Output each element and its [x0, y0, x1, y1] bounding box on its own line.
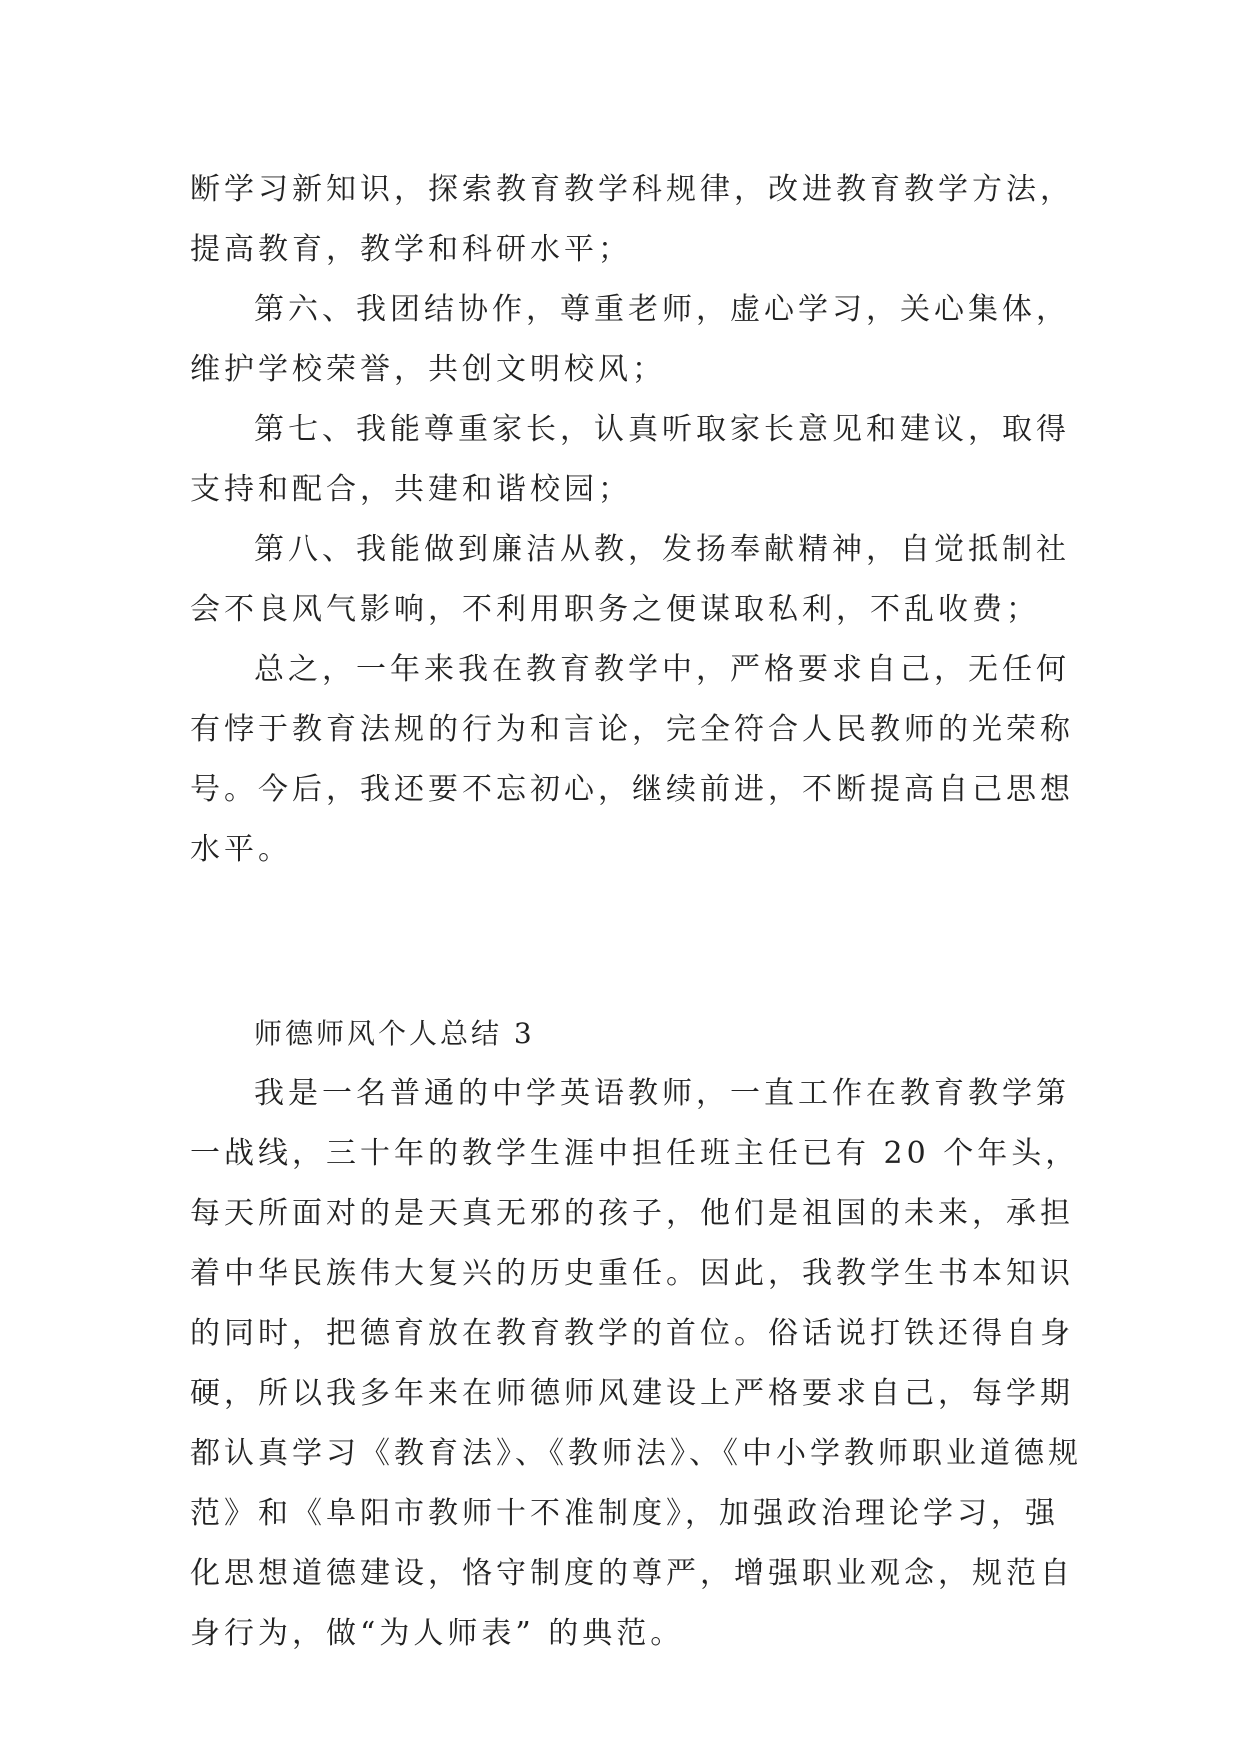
paragraph-line: 维护学校荣誉，共创文明校风； [190, 352, 666, 387]
paragraph-line: 支持和配合，共建和谐校园； [190, 472, 632, 507]
section-heading: 师德师风个人总结 3 [254, 1017, 535, 1050]
paragraph-line: 会不良风气影响，不利用职务之便谋取私利，不乱收费； [190, 592, 1040, 627]
paragraph-line: 都认真学习《教育法》、《教师法》、《中小学教师职业道德规 [190, 1436, 1082, 1471]
document-body [190, 160, 1082, 1664]
paragraph-line: 的同时，把德育放在教育教学的首位。俗话说打铁还得自身 [190, 1316, 1074, 1351]
paragraph-line: 提高教育，教学和科研水平； [190, 232, 632, 267]
paragraph-line: 一战线，三十年的教学生涯中担任班主任已有 20 个年头， [190, 1136, 1080, 1171]
paragraph-line: 第六、我团结协作，尊重老师，虚心学习，关心集体， [254, 292, 1070, 327]
paragraph-line: 身行为，做“为人师表” 的典范。 [190, 1616, 685, 1651]
paragraph-line: 总之，一年来我在教育教学中，严格要求自己，无任何 [254, 652, 1070, 687]
paragraph-line: 第七、我能尊重家长，认真听取家长意见和建议，取得 [254, 412, 1070, 447]
paragraph-line: 硬，所以我多年来在师德师风建设上严格要求自己，每学期 [190, 1376, 1074, 1411]
paragraph-line: 断学习新知识，探索教育教学科规律，改进教育教学方法， [190, 172, 1074, 207]
paragraph-line: 水平。 [190, 832, 292, 867]
paragraph-line: 着中华民族伟大复兴的历史重任。因此，我教学生书本知识 [190, 1256, 1074, 1291]
paragraph-line: 范》和《阜阳市教师十不准制度》，加强政治理论学习，强 [190, 1496, 1059, 1531]
paragraph-line: 化思想道德建设，恪守制度的尊严，增强职业观念，规范自 [190, 1556, 1074, 1591]
paragraph-line: 我是一名普通的中学英语教师，一直工作在教育教学第 [254, 1076, 1070, 1111]
paragraph-line: 第八、我能做到廉洁从教，发扬奉献精神，自觉抵制社 [254, 532, 1070, 567]
section-spacer [190, 880, 1070, 1004]
paragraph-line: 号。今后，我还要不忘初心，继续前进，不断提高自己思想 [190, 772, 1074, 807]
paragraph-line: 有悖于教育法规的行为和言论，完全符合人民教师的光荣称 [190, 712, 1074, 747]
paragraph-line: 每天所面对的是天真无邪的孩子，他们是祖国的未来，承担 [190, 1196, 1074, 1231]
